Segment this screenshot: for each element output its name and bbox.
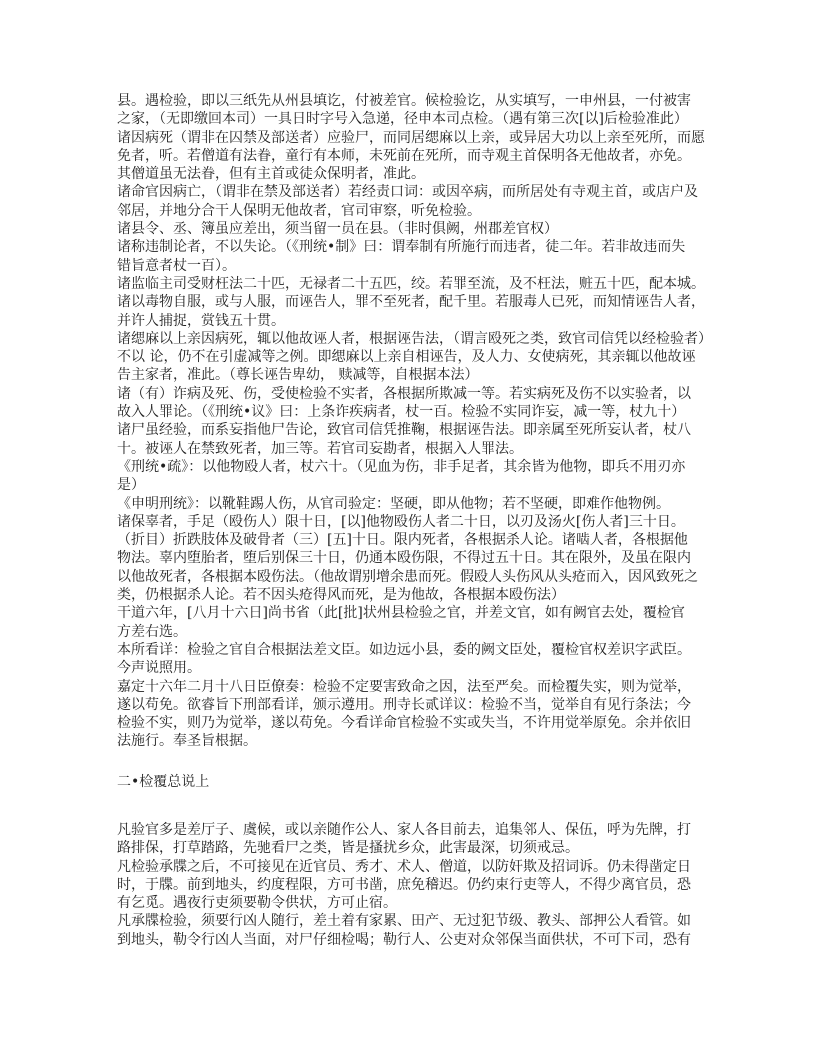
text-line: 路排保，打草踏路，先驰看尸之类，皆是搔扰乡众，此害最深，切须戒忌。 xyxy=(117,840,579,857)
overview-text-block xyxy=(117,821,701,949)
text-line: 诸县令、丞、簿虽应差出，须当留一员在县。（非时俱阙，州郡差官权） xyxy=(117,221,558,238)
text-line: 干道六年，[八月十六日]尚书省（此[批]状州县检验之官，并差文官，如有阙官去处，覆检官 xyxy=(117,605,685,622)
text-line: 诸以毒物自服，或与人服，而诬告人，罪不至死者，配千里。若服毒人已死，而知情诬告人者， xyxy=(117,294,705,311)
text-line: 诸保辜者，手足（殴伤人）限十日，[以]他物殴伤人者二十日，以刃及汤火[伤人者]三十日。 xyxy=(117,513,685,530)
text-line: 时，于牒。前到地头，约度程限，方可书凿，庶免稽迟。仍约束行吏等人，不得少离官员，恐 xyxy=(117,876,691,893)
text-line: 县。遇检验，即以三纸先从州县填讫，付被差官。候检验讫，从实填写，一申州县，一付被害 xyxy=(117,93,691,109)
text-line: 法施行。奉圣旨根据。 xyxy=(117,733,257,750)
text-line: 《刑统•疏》：以他物殴人者，杖六十。（见血为伤，非手足者，其余皆为他物，即兵不用刃亦 xyxy=(117,458,686,475)
text-line: 《申明刑统》：以靴鞋踢人伤，从官司验定：坚硬，即从他物；若不坚硬，即难作他物例。 xyxy=(117,495,670,512)
text-line: 诸（有）诈病及死、伤，受使检验不实者，各根据所欺减一等。若实病死及伤不以实验者，以 xyxy=(117,385,691,402)
text-line: 十。被诬人在禁致死者，加三等。若官司妄勘者，根据入人罪法。 xyxy=(117,440,523,457)
text-line: 诸称违制论者，不以失论。（《刑统•制》曰：谓奉制有所施行而违者，徒二年。若非故违而失 xyxy=(117,239,686,256)
text-line: 有乞觅。遇夜行吏须要勒令供状，方可止宿。 xyxy=(117,895,397,912)
text-line: 之家，（无即缴回本司）一具日时字号入急递，径申本司点检。（遇有第三次[以]后检验准此） xyxy=(117,111,688,128)
text-line: （折目）折跌肢体及破骨者（三）[五]十日。限内死者，各根据杀人论。诸啮人者，各根据他 xyxy=(117,532,688,549)
text-line: 其僧道虽无法眷，但有主首或徒众保明者，准此。 xyxy=(117,166,425,183)
page-content xyxy=(117,92,712,949)
text-line: 凡承牒检验，须要行凶人随行，差土着有家累、田产、无过犯节级、教头、部押公人看管。如 xyxy=(117,913,691,930)
text-line: 告主家者，准此。（尊长诬告卑幼， 赎减等，自根据本法） xyxy=(117,367,479,384)
text-line: 诸尸虽经验，而系妄指他尸告论，致官司信凭推鞠，根据诬告法。即亲属至死所妄认者，杖八 xyxy=(117,422,691,439)
text-line: 物法。辜内堕胎者，堕后别保三十日，仍通本殴伤限，不得过五十日。其在限外，及虽在限内 xyxy=(117,550,691,567)
statutes-text-block xyxy=(117,92,712,751)
text-line: 邻居，并地分合干人保明无他故者，官司审察，听免检验。 xyxy=(117,202,481,219)
text-line: 诸命官因病亡，（谓非在禁及部送者）若经责口词：或因卒病，而所居处有寺观主首，或店户及 xyxy=(117,184,698,201)
section-heading: 二•检覆总说上 xyxy=(117,773,210,790)
text-line: 诸缌麻以上亲因病死，辄以他故诬人者，根据诬告法，（谓言殴死之类，致官司信凭以经检验者） xyxy=(117,330,712,347)
text-line: 嘉定十六年二月十八日臣僚奏：检验不定要害致命之因，法至严矣。而检覆失实，则为觉举， xyxy=(117,678,691,695)
text-line: 故入人罪论。（《刑统•议》曰：上条诈疾病者，杖一百。检验不实同诈妄，减一等，杖九十） xyxy=(117,404,686,421)
text-line: 诸因病死（谓非在囚禁及部送者）应验尸，而同居缌麻以上亲，或异居大功以上亲至死所，而愿 xyxy=(117,129,705,146)
text-line: 错旨意者杖一百）。 xyxy=(117,257,236,274)
text-line: 本所看详：检验之官自合根据法差文臣。如边远小县，委的阙文臣处，覆检官权差识字武臣。 xyxy=(117,641,691,658)
text-line: 并许人捕捉，赏钱五十贯。 xyxy=(117,312,285,329)
text-line: 类，仍根据杀人论。若不因头疮得风而死，是为他故，各根据本殴伤法） xyxy=(117,587,565,604)
text-line: 今声说照用。 xyxy=(117,660,201,677)
text-line: 是） xyxy=(117,477,145,494)
text-line: 诸监临主司受财枉法二十匹，无禄者二十五匹，绞。若罪至流，及不枉法，赃五十匹，配本城。 xyxy=(117,275,705,292)
text-line: 不以 论，仍不在引虚减等之例。即缌麻以上亲自相诬告，及人力、女使病死，其亲辄以他故诬 xyxy=(117,349,696,366)
text-line: 遂以苟免。欲睿旨下刑部看详，颁示遵用。刑寺长贰详议：检验不当，觉举自有见行条法；今 xyxy=(117,696,691,713)
text-line: 检验不实，则乃为觉举，遂以苟免。今看详命官检验不实或失当，不许用觉举原免。余并依旧 xyxy=(117,715,691,732)
text-line: 凡检验承牒之后，不可接见在近官员、秀才、术人、僧道，以防奸欺及招词诉。仍未得凿定日 xyxy=(117,858,691,875)
text-line: 凡验官多是差厅子、虞候，或以亲随作公人、家人各目前去，追集邻人、保伍，呼为先牌，打 xyxy=(117,821,691,838)
text-line: 方差右选。 xyxy=(117,623,187,640)
text-line: 到地头，勒令行凶人当面，对尸仔细检喝；勒行人、公吏对众邻保当面供状，不可下司，恐有 xyxy=(117,931,691,948)
text-line: 免者，听。若僧道有法眷，童行有本师，未死前在死所，而寺观主首保明各无他故者，亦免。 xyxy=(117,147,691,164)
text-line: 以他故死者，各根据本殴伤法。（他故谓别增余患而死。假殴人头伤风从头疮而入，因风致死之 xyxy=(117,568,698,585)
